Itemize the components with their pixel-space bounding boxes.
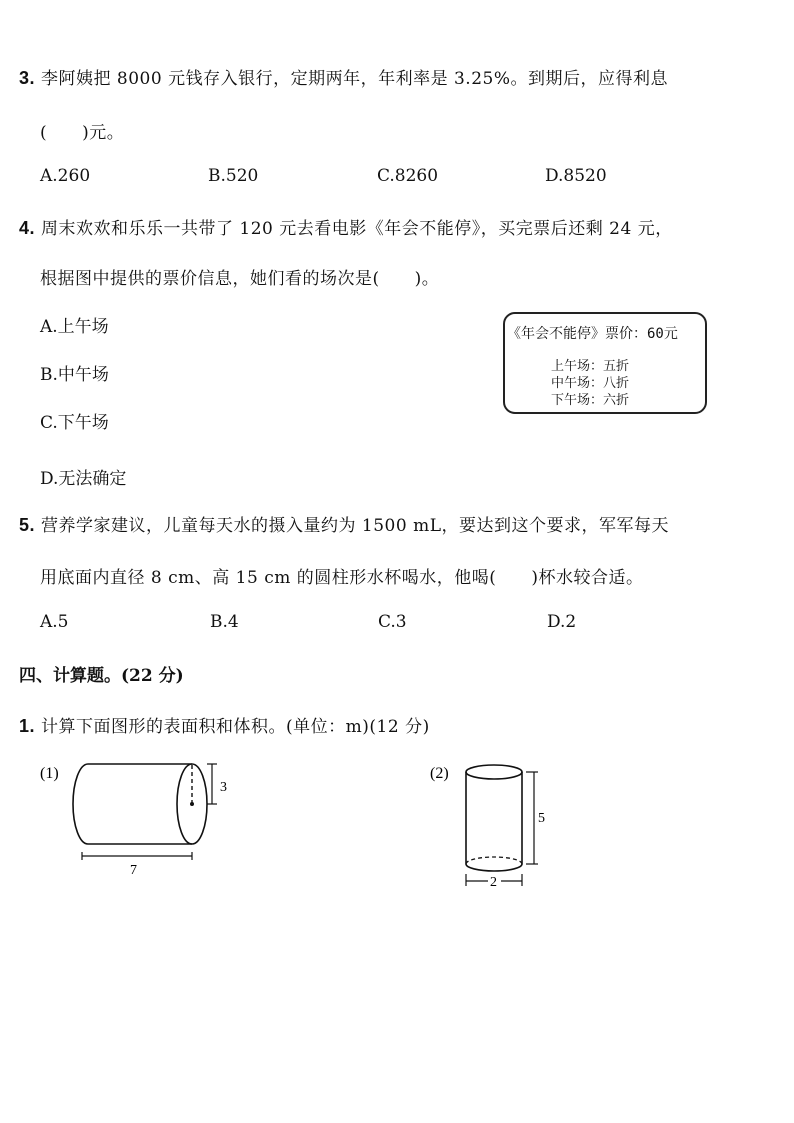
price-afternoon: 下午场：六折 [551, 393, 630, 408]
q4-option-b[interactable]: B.中午场 [40, 365, 109, 385]
q3-option-d[interactable]: D.8520 [545, 166, 607, 186]
q3-option-b[interactable]: B.520 [208, 166, 259, 186]
q3-option-a[interactable]: A.260 [40, 166, 91, 186]
radius-value: 3 [220, 780, 227, 795]
q3-stem: 李阿姨把 8000 元钱存入银行，定期两年，年利率是 3.25%。到期后，应得利息 [41, 69, 668, 89]
fig1-label: (1) [40, 765, 59, 782]
bottom-back-edge [466, 857, 522, 864]
cylinder-top-face [466, 765, 522, 779]
fig2-label: (2) [430, 765, 449, 782]
price-morning: 上午场：五折 [551, 359, 630, 374]
calc1-line [19, 712, 430, 737]
q5-option-d[interactable]: D.2 [547, 612, 577, 632]
q5-line2: 用底面内直径 8 cm、高 15 cm 的圆柱形水杯喝水，他喝( )杯水较合适。 [40, 568, 644, 588]
bottom-front-edge [466, 864, 522, 871]
q4-option-c[interactable]: C.下午场 [40, 413, 109, 433]
q5-option-b[interactable]: B.4 [210, 612, 239, 632]
diameter-value: 2 [490, 875, 497, 890]
figure-vertical-cylinder [426, 756, 566, 891]
q5-line1 [19, 511, 669, 536]
q5-number: 5. [19, 515, 36, 535]
q5-stem: 营养学家建议，儿童每天水的摄入量约为 1500 mL，要达到这个要求，军军每天 [41, 516, 669, 536]
ticket-price-box [503, 312, 707, 414]
q3-line1 [19, 64, 668, 89]
section-title: 四、计算题。(22 分) [19, 666, 184, 686]
q4-stem: 周末欢欢和乐乐一共带了 120 元去看电影《年会不能停》，买完票后还剩 24 元， [41, 219, 673, 239]
center-point [190, 802, 194, 806]
ticket-price-title: 《年会不能停》票价：60元 [507, 326, 678, 342]
q5-option-c[interactable]: C.3 [378, 612, 407, 632]
figure-horizontal-cylinder [30, 756, 260, 881]
q4-option-d[interactable]: D.无法确定 [40, 469, 127, 489]
length-value: 7 [130, 863, 137, 878]
calc1-number: 1. [19, 716, 36, 736]
price-noon: 中午场：八折 [551, 376, 630, 391]
q4-line2: 根据图中提供的票价信息，她们看的场次是( )。 [40, 269, 440, 289]
q4-number: 4. [19, 218, 36, 238]
calc1-stem: 计算下面图形的表面积和体积。(单位：m)(12 分) [41, 717, 430, 737]
q3-option-c[interactable]: C.8260 [377, 166, 439, 186]
q4-option-a[interactable]: A.上午场 [40, 317, 109, 337]
q3-line2: ( )元。 [40, 123, 125, 143]
height-value: 5 [538, 811, 545, 826]
q3-number: 3. [19, 68, 36, 88]
cylinder-left-edge [73, 764, 88, 844]
q4-line1 [19, 214, 673, 239]
q5-option-a[interactable]: A.5 [40, 612, 69, 632]
